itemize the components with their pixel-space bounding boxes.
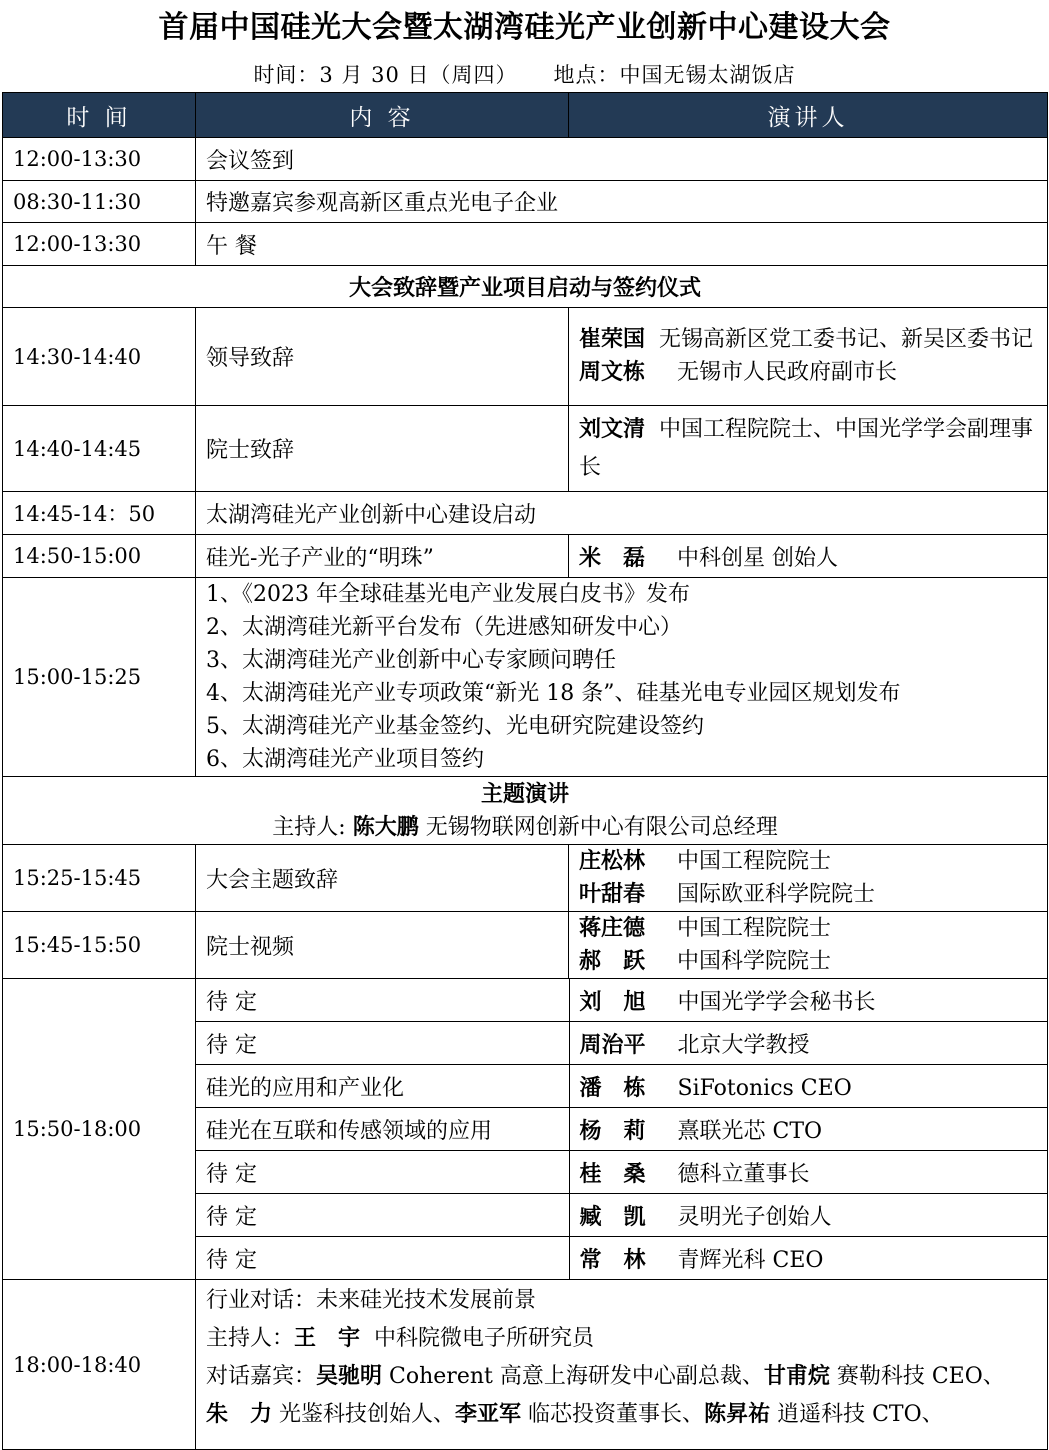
- dialogue-guests-2: [206, 1396, 1047, 1434]
- table-row: [3, 578, 1048, 777]
- host-name: 王 宇: [294, 1326, 361, 1351]
- row-speakers: [569, 535, 1048, 578]
- section-title: 主题演讲: [480, 781, 569, 807]
- speaker-name: 常 林: [579, 1247, 646, 1273]
- talk-speaker: [569, 1108, 1048, 1151]
- section-title: 大会致辞暨产业项目启动与签约仪式: [3, 266, 1048, 308]
- section-row: [3, 266, 1048, 308]
- row-content: 硅光-光子产业的“明珠”: [196, 535, 569, 578]
- table-row: [3, 138, 1048, 181]
- talk-speaker: [569, 979, 1048, 1022]
- speaker-title: 熹联光芯 CTO: [677, 1118, 823, 1144]
- host-name: 陈大鹏: [352, 814, 419, 840]
- row-time: 12:00-13:30: [3, 223, 196, 266]
- row-time: 14:30-14:40: [3, 308, 196, 406]
- speaker-name: 郝 跃: [579, 949, 646, 974]
- dialogue-cell: [196, 1280, 1048, 1450]
- speaker-title: SiFotonics CEO: [677, 1075, 852, 1101]
- section-cell: [3, 777, 1048, 845]
- host-title: 中科院微电子所研究员: [374, 1326, 595, 1351]
- list-item: [196, 1237, 1048, 1280]
- table-row: [3, 223, 1048, 266]
- speaker-name: 潘 栋: [579, 1075, 646, 1101]
- host-line: [3, 811, 1047, 844]
- speaker-name: 庄松林: [579, 849, 646, 874]
- speaker-title: 无锡高新区党工委书记、新吴区委书记: [659, 327, 1034, 352]
- guest-title: 临芯投资董事长、: [528, 1402, 705, 1427]
- guests-label: 对话嘉宾：: [206, 1364, 317, 1389]
- row-content: 院士致辞: [196, 406, 569, 492]
- row-speakers: [569, 845, 1048, 912]
- row-content: 院士视频: [196, 912, 569, 979]
- guest-title: Coherent 高意上海研发中心副总裁、: [389, 1364, 764, 1389]
- guest-name: 朱 力: [206, 1402, 273, 1427]
- guest-name: 李亚军: [455, 1402, 522, 1427]
- talk-content: 待 定: [196, 1151, 569, 1194]
- talk-content: 待 定: [196, 1022, 569, 1065]
- row-content: 会议签到: [196, 138, 1048, 181]
- talk-content: 硅光在互联和传感领域的应用: [196, 1108, 569, 1151]
- header-time: 时 间: [3, 93, 196, 138]
- event-info: [0, 61, 1049, 89]
- host-label: 主持人：: [206, 1326, 295, 1351]
- speaker-title: 德科立董事长: [677, 1161, 810, 1187]
- talk-speaker: [569, 1022, 1048, 1065]
- row-speakers: [569, 406, 1048, 492]
- talk-content: 待 定: [196, 1194, 569, 1237]
- row-time: 14:45-14：50: [3, 492, 196, 535]
- speaker-name: 叶甜春: [579, 882, 646, 907]
- host-label: 主持人:: [272, 814, 346, 840]
- list-item: 1、《2023 年全球硅基光电产业发展白皮书》发布: [206, 582, 690, 607]
- list-item: 2、太湖湾硅光新平台发布（先进感知研发中心）: [206, 615, 682, 640]
- speaker-title: 灵明光子创始人: [677, 1204, 832, 1230]
- list-item: [196, 1065, 1048, 1108]
- row-content: 领导致辞: [196, 308, 569, 406]
- row-content: 午 餐: [196, 223, 1048, 266]
- list-item: 6、太湖湾硅光产业项目签约: [206, 747, 484, 772]
- speaker-title: 中国工程院院士: [677, 849, 832, 874]
- guest-name: 甘甫烷: [763, 1364, 830, 1389]
- speaker-name: 米 磊: [579, 545, 646, 571]
- row-time: 15:50-18:00: [3, 979, 196, 1280]
- speaker-name: 刘文清: [579, 416, 646, 442]
- speaker-name: 蒋庄德: [579, 916, 646, 941]
- row-content: 大会主题致辞: [196, 845, 569, 912]
- guest-title: 赛勒科技 CEO、: [836, 1364, 1005, 1389]
- table-row: [3, 979, 1048, 1280]
- dialogue-topic: 行业对话：未来硅光技术发展前景: [206, 1288, 537, 1313]
- speaker-title: 中国工程院院士: [677, 916, 832, 941]
- event-time: 时间：3 月 30 日（周四）: [253, 63, 518, 87]
- list-item: 4、太湖湾硅光产业专项政策“新光 18 条”、硅基光电专业园区规划发布: [206, 681, 901, 706]
- talk-content: 待 定: [196, 1237, 569, 1280]
- row-content: [196, 578, 1048, 777]
- talk-subtable: [196, 979, 1048, 1279]
- speaker-title: 国际欧亚科学院院士: [677, 882, 876, 907]
- row-time: 15:25-15:45: [3, 845, 196, 912]
- table-row: [3, 492, 1048, 535]
- talk-speaker: [569, 1237, 1048, 1280]
- row-content: 太湖湾硅光产业创新中心建设启动: [196, 492, 1048, 535]
- table-row: [3, 1280, 1048, 1450]
- list-item: 5、太湖湾硅光产业基金签约、光电研究院建设签约: [206, 714, 704, 739]
- row-time: 14:50-15:00: [3, 535, 196, 578]
- list-item: [196, 1022, 1048, 1065]
- speaker-title: 中科创星 创始人: [677, 545, 838, 571]
- dialogue-host: [206, 1320, 1047, 1358]
- talk-speaker: [569, 1194, 1048, 1237]
- speaker-title: 无锡市人民政府副市长: [677, 360, 898, 385]
- header-speaker: 演讲人: [569, 93, 1048, 138]
- guest-name: 陈昇祐: [704, 1402, 771, 1427]
- section-row: [3, 777, 1048, 845]
- talk-speaker: [569, 1065, 1048, 1108]
- list-item: [196, 1194, 1048, 1237]
- list-item: [196, 1108, 1048, 1151]
- list-item: 3、太湖湾硅光产业创新中心专家顾问聘任: [206, 648, 616, 673]
- row-content: 特邀嘉宾参观高新区重点光电子企业: [196, 181, 1048, 223]
- row-speakers: [569, 912, 1048, 979]
- header-content: 内 容: [196, 93, 569, 138]
- speaker-name: 刘 旭: [579, 989, 646, 1015]
- speaker-name: 桂 桑: [579, 1161, 646, 1187]
- table-row: [3, 535, 1048, 578]
- guest-title: 光鉴科技创始人、: [279, 1402, 456, 1427]
- speaker-title: 中国光学学会秘书长: [677, 989, 876, 1015]
- host-title: 无锡物联网创新中心有限公司总经理: [425, 814, 778, 840]
- page-title: 首届中国硅光大会暨太湖湾硅光产业创新中心建设大会: [158, 10, 891, 45]
- table-row: [3, 406, 1048, 492]
- talk-content: 硅光的应用和产业化: [196, 1065, 569, 1108]
- guest-title: 逍遥科技 CTO、: [777, 1402, 944, 1427]
- table-row: [3, 912, 1048, 979]
- row-time: 15:00-15:25: [3, 578, 196, 777]
- row-time: 12:00-13:30: [3, 138, 196, 181]
- speaker-name: 周文栋: [579, 360, 646, 385]
- list-item: [196, 1151, 1048, 1194]
- talk-content: 待 定: [196, 979, 569, 1022]
- dialogue-guests: [206, 1358, 1047, 1396]
- talk-list: [196, 979, 1048, 1280]
- table-row: [3, 845, 1048, 912]
- table-row: [3, 308, 1048, 406]
- row-time: 08:30-11:30: [3, 181, 196, 223]
- table-row: [3, 181, 1048, 223]
- speaker-name: 杨 莉: [579, 1118, 646, 1144]
- row-time: 18:00-18:40: [3, 1280, 196, 1450]
- guest-name: 吴驰明: [316, 1364, 383, 1389]
- speaker-name: 崔荣国: [579, 327, 646, 352]
- speaker-name: 臧 凯: [579, 1204, 646, 1230]
- event-place: 地点：中国无锡太湖饭店: [553, 63, 796, 87]
- list-item: [196, 979, 1048, 1022]
- speaker-name: 周治平: [579, 1032, 646, 1058]
- row-time: 15:45-15:50: [3, 912, 196, 979]
- row-time: 14:40-14:45: [3, 406, 196, 492]
- row-speakers: [569, 308, 1048, 406]
- speaker-title: 北京大学教授: [677, 1032, 810, 1058]
- talk-speaker: [569, 1151, 1048, 1194]
- header-row: [3, 93, 1048, 138]
- agenda-table: [2, 92, 1048, 1450]
- speaker-title: 青辉光科 CEO: [677, 1247, 824, 1273]
- speaker-title: 中国科学院院士: [677, 949, 832, 974]
- speaker-title: 中国工程院院士、中国光学学会副理事长: [579, 416, 1034, 480]
